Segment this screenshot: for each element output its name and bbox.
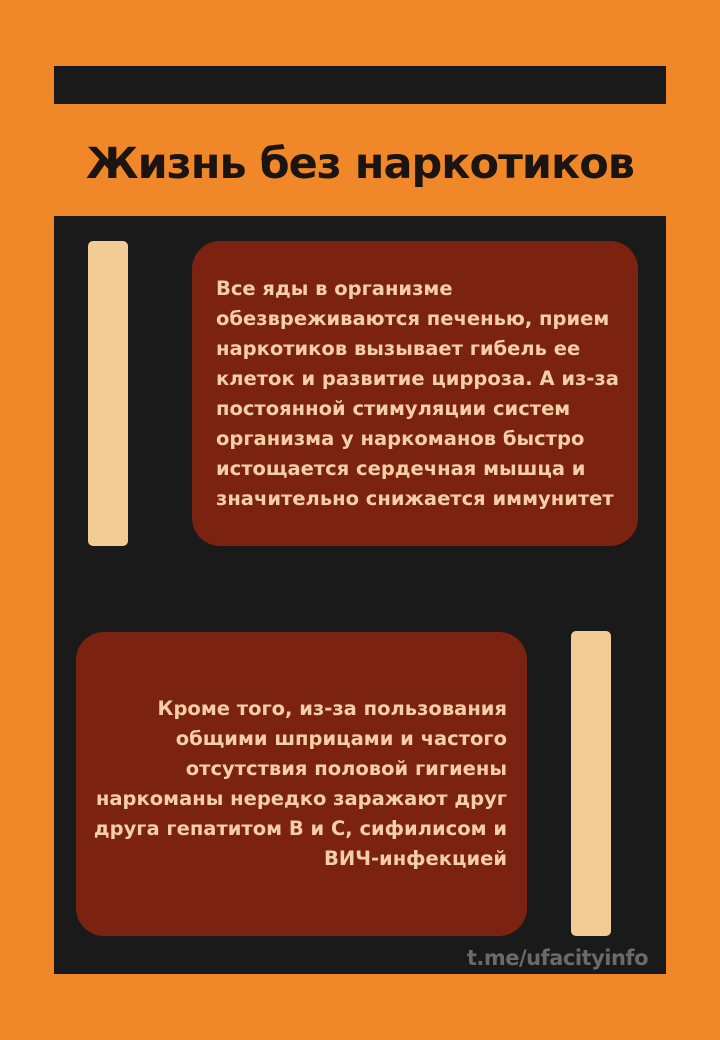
- info-card-liver-text: Все яды в организме обезвреживаются печенью, прием наркотиков вызывает гибель ее клеток и развитие цирроза. А из-за постоянной стимуляции систем организма у наркоманов быстро истощается сердечная мышца и значительно снижается иммунитет: [216, 276, 619, 510]
- info-card-liver: [192, 241, 638, 546]
- top-decorative-bar: [54, 66, 666, 104]
- info-card-infections-text: Кроме того, из-за пользования общими шприцами и частого отсутствия половой гигиены наркоманы нередко заражают друг друга гепатитом В и С, сифилисом и ВИЧ-инфекцией: [93, 697, 507, 870]
- info-card-infections: [76, 632, 527, 936]
- channel-watermark: t.me/ufacityinfo: [466, 946, 648, 970]
- poster-title: Жизнь без наркотиков: [86, 139, 634, 189]
- accent-bar-left: [88, 241, 128, 546]
- accent-bar-right: [571, 631, 611, 936]
